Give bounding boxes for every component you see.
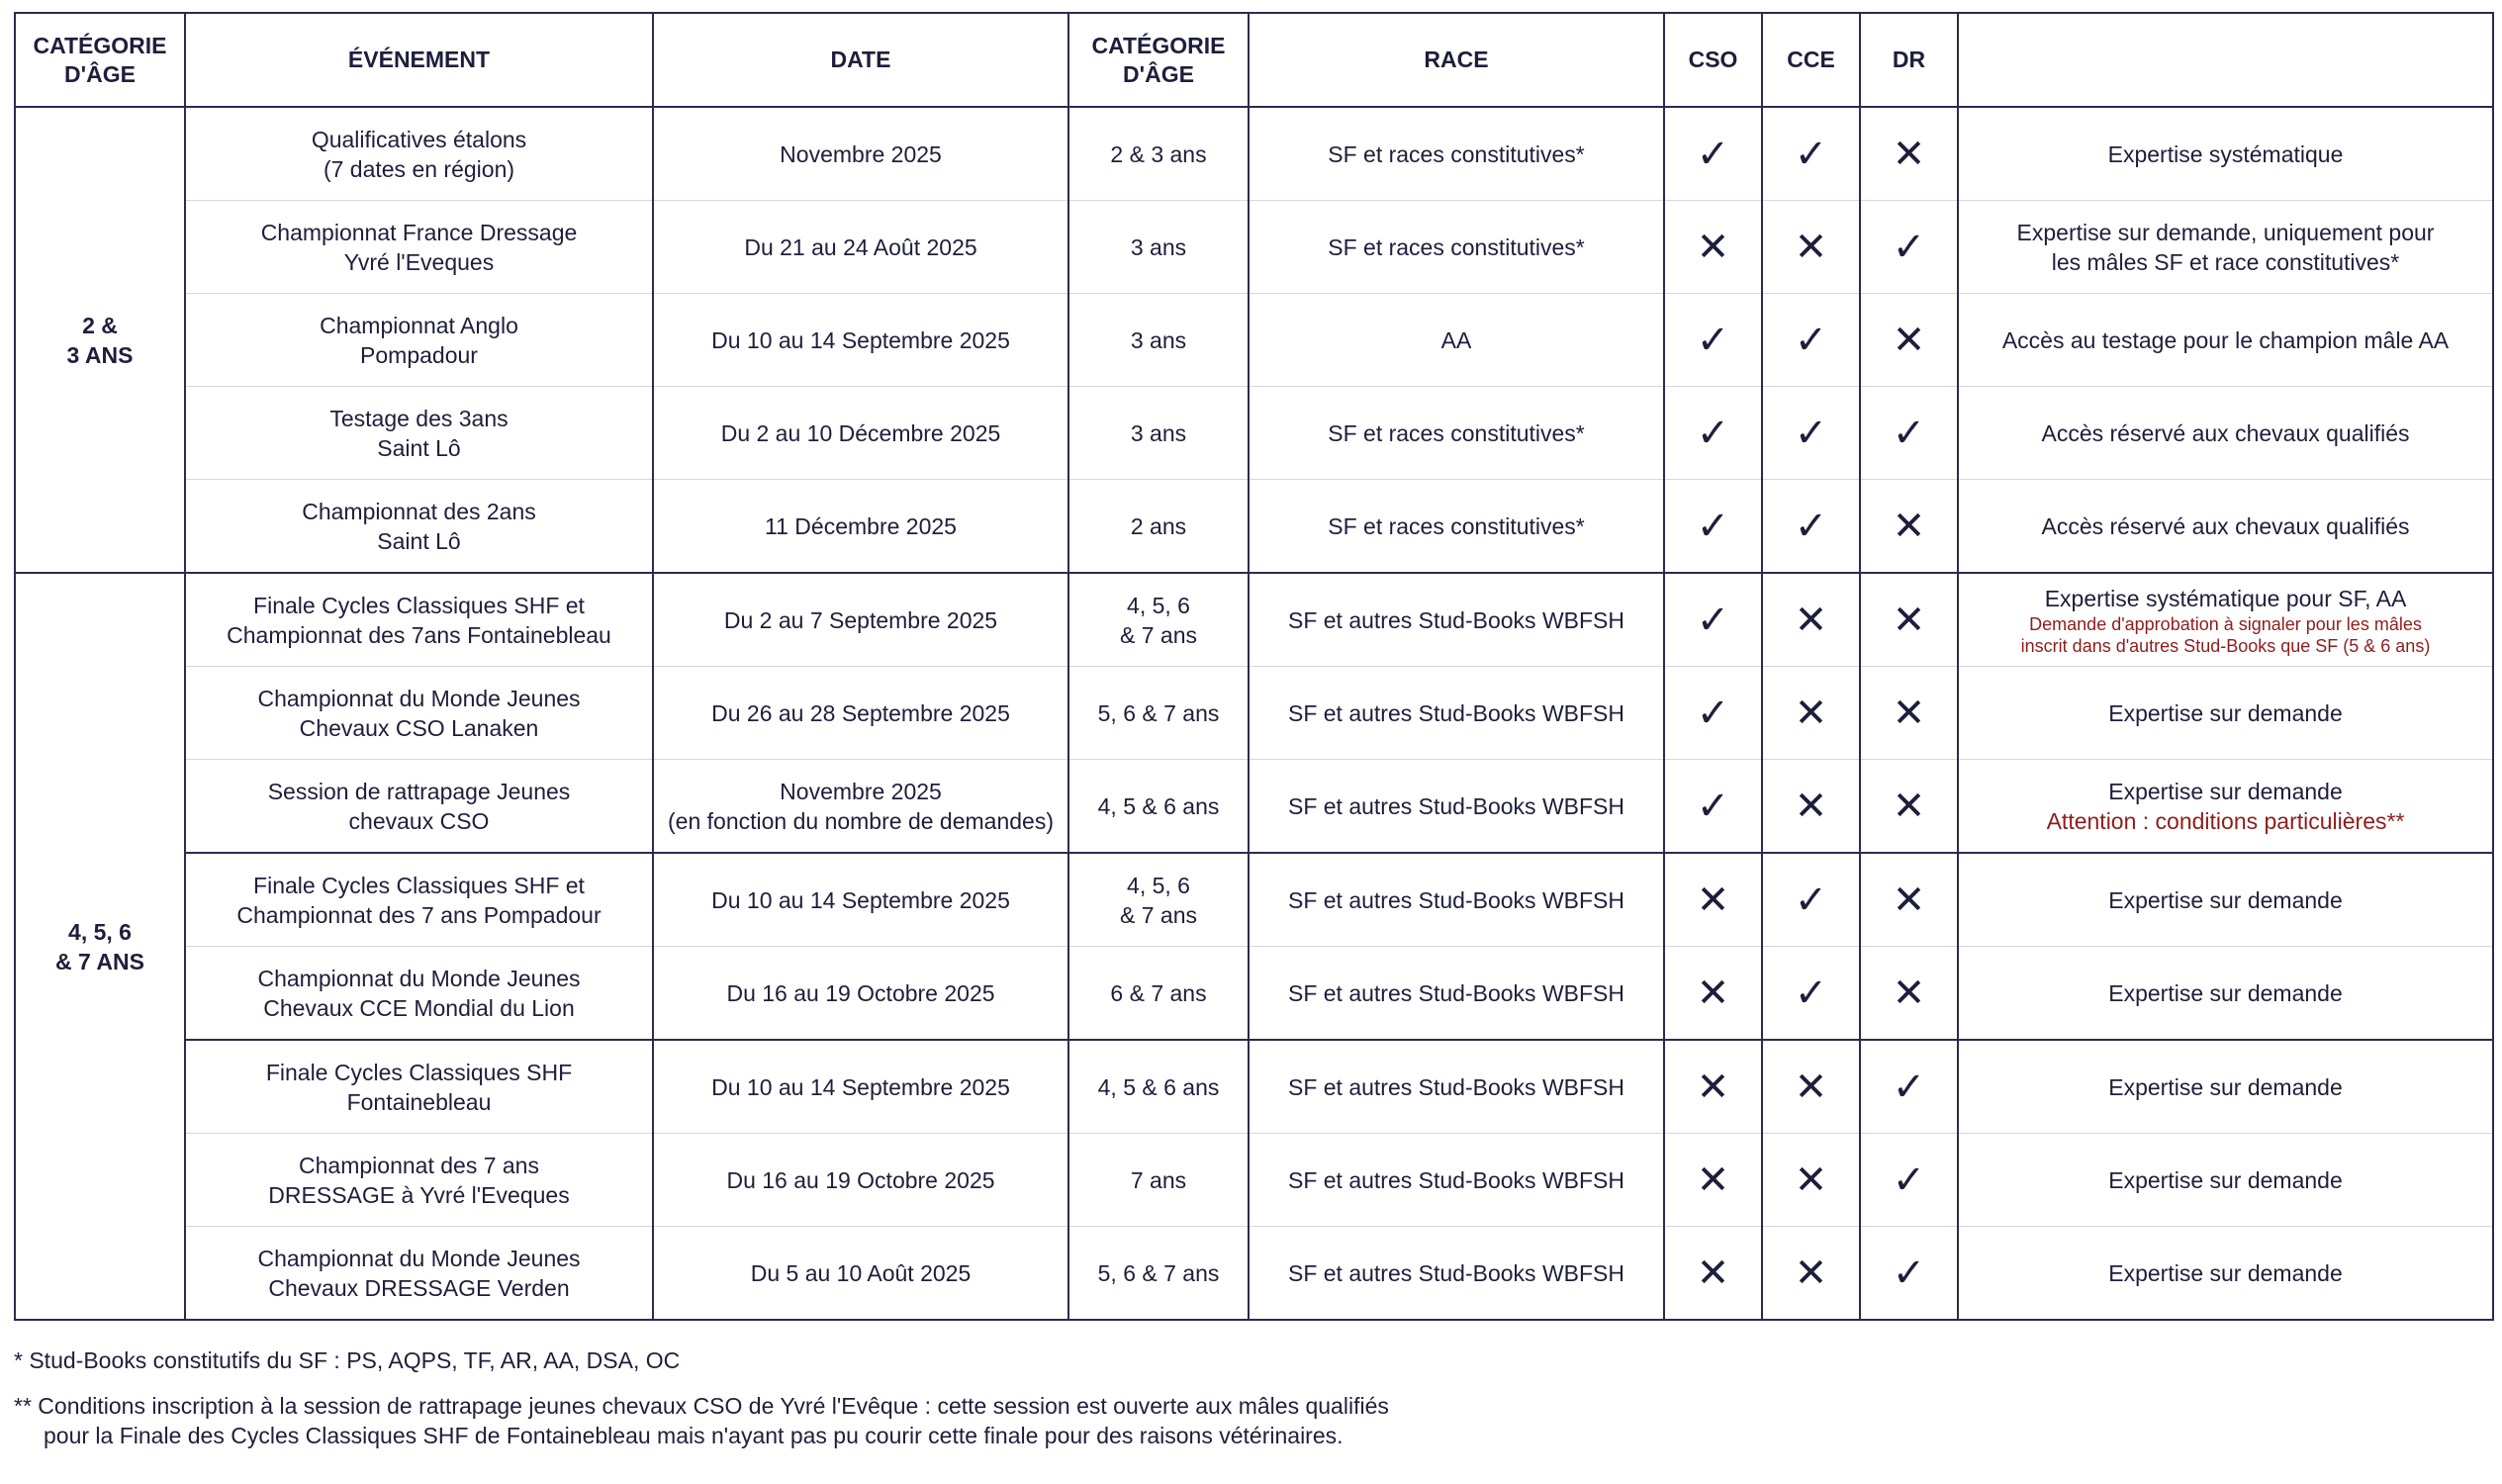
table-row xyxy=(15,387,2493,480)
event-cell: Championnat France Dressage Yvré l'Eveques xyxy=(185,201,653,294)
header-cce: CCE xyxy=(1762,13,1860,107)
header-row xyxy=(15,13,2493,107)
date-cell: Novembre 2025 (en fonction du nombre de demandes) xyxy=(653,760,1068,854)
table-row xyxy=(15,760,2493,854)
cce-check-icon: ✓ xyxy=(1762,387,1860,480)
notes-cell: Expertise sur demande xyxy=(1958,667,2493,760)
dr-cross-icon: ✕ xyxy=(1860,853,1958,947)
event-cell: Championnat Anglo Pompadour xyxy=(185,294,653,387)
race-cell: SF et races constitutives* xyxy=(1249,480,1664,574)
event-cell: Qualificatives étalons (7 dates en région) xyxy=(185,107,653,201)
age-cell: 3 ans xyxy=(1068,201,1249,294)
table-row xyxy=(15,853,2493,947)
age-cell: 4, 5, 6 & 7 ans xyxy=(1068,853,1249,947)
race-cell: SF et races constitutives* xyxy=(1249,107,1664,201)
table-row xyxy=(15,1134,2493,1227)
table-row xyxy=(15,667,2493,760)
cso-check-icon: ✓ xyxy=(1664,667,1762,760)
dr-cross-icon: ✕ xyxy=(1860,294,1958,387)
notes-cell: Expertise systématique xyxy=(1958,107,2493,201)
date-cell: Du 16 au 19 Octobre 2025 xyxy=(653,1134,1068,1227)
event-cell: Finale Cycles Classiques SHF et Championnat des 7 ans Pompadour xyxy=(185,853,653,947)
footnotes xyxy=(14,1345,1389,1450)
dr-cross-icon: ✕ xyxy=(1860,107,1958,201)
age-cell: 2 ans xyxy=(1068,480,1249,574)
header-cso: CSO xyxy=(1664,13,1762,107)
conditions-warning: Attention : conditions particulières** xyxy=(2046,807,2405,834)
cce-check-icon: ✓ xyxy=(1762,480,1860,574)
cce-cross-icon: ✕ xyxy=(1762,1227,1860,1321)
header-age-category: CATÉGORIE D'ÂGE xyxy=(15,13,185,107)
age-cell: 4, 5, 6 & 7 ans xyxy=(1068,573,1249,667)
approval-warning: inscrit dans d'autres Stud-Books que SF (5 & 6 ans) xyxy=(2020,635,2431,656)
cce-check-icon: ✓ xyxy=(1762,294,1860,387)
notes-cell: Expertise sur demande xyxy=(1958,853,2493,947)
dr-check-icon: ✓ xyxy=(1860,1040,1958,1134)
age-cell: 6 & 7 ans xyxy=(1068,947,1249,1041)
header-race: RACE xyxy=(1249,13,1664,107)
date-cell: Du 2 au 7 Septembre 2025 xyxy=(653,573,1068,667)
age-cell: 3 ans xyxy=(1068,294,1249,387)
cso-check-icon: ✓ xyxy=(1664,760,1762,854)
race-cell: SF et autres Stud-Books WBFSH xyxy=(1249,947,1664,1041)
cce-check-icon: ✓ xyxy=(1762,947,1860,1041)
race-cell: SF et autres Stud-Books WBFSH xyxy=(1249,1227,1664,1321)
cce-check-icon: ✓ xyxy=(1762,107,1860,201)
dr-check-icon: ✓ xyxy=(1860,1227,1958,1321)
approval-warning: Demande d'approbation à signaler pour les mâles xyxy=(2029,613,2422,634)
race-cell: SF et races constitutives* xyxy=(1249,201,1664,294)
cce-cross-icon: ✕ xyxy=(1762,1134,1860,1227)
cso-cross-icon: ✕ xyxy=(1664,1040,1762,1134)
cso-check-icon: ✓ xyxy=(1664,294,1762,387)
cso-check-icon: ✓ xyxy=(1664,573,1762,667)
cso-cross-icon: ✕ xyxy=(1664,1227,1762,1321)
race-cell: SF et autres Stud-Books WBFSH xyxy=(1249,573,1664,667)
event-cell: Championnat des 2ans Saint Lô xyxy=(185,480,653,574)
event-cell: Championnat des 7 ans DRESSAGE à Yvré l'Eveques xyxy=(185,1134,653,1227)
date-cell: Du 16 au 19 Octobre 2025 xyxy=(653,947,1068,1041)
table-row xyxy=(15,1227,2493,1321)
age-cell: 5, 6 & 7 ans xyxy=(1068,667,1249,760)
age-cell: 5, 6 & 7 ans xyxy=(1068,1227,1249,1321)
dr-cross-icon: ✕ xyxy=(1860,573,1958,667)
table-row xyxy=(15,294,2493,387)
date-cell: 11 Décembre 2025 xyxy=(653,480,1068,574)
cso-check-icon: ✓ xyxy=(1664,107,1762,201)
race-cell: SF et autres Stud-Books WBFSH xyxy=(1249,760,1664,854)
table-row xyxy=(15,1040,2493,1134)
dr-cross-icon: ✕ xyxy=(1860,480,1958,574)
age-category-cell: 2 & 3 ANS xyxy=(15,107,185,573)
notes-cell: Expertise sur demande xyxy=(1958,1040,2493,1134)
dr-cross-icon: ✕ xyxy=(1860,947,1958,1041)
dr-cross-icon: ✕ xyxy=(1860,760,1958,854)
event-cell: Finale Cycles Classiques SHF Fontainebleau xyxy=(185,1040,653,1134)
schedule-table xyxy=(14,12,2494,1321)
date-cell: Du 5 au 10 Août 2025 xyxy=(653,1227,1068,1321)
event-cell: Championnat du Monde Jeunes Chevaux CSO Lanaken xyxy=(185,667,653,760)
header-date: DATE xyxy=(653,13,1068,107)
footnote-conditions-line2: pour la Finale des Cycles Classiques SHF de Fontainebleau mais n'ayant pas pu courir cette finale pour des raisons vétérinaires. xyxy=(44,1423,1344,1448)
footnote-studbooks: * Stud-Books constitutifs du SF : PS, AQPS, TF, AR, AA, DSA, OC xyxy=(14,1347,681,1373)
cso-check-icon: ✓ xyxy=(1664,480,1762,574)
age-cell: 7 ans xyxy=(1068,1134,1249,1227)
table-row xyxy=(15,201,2493,294)
cce-cross-icon: ✕ xyxy=(1762,573,1860,667)
dr-cross-icon: ✕ xyxy=(1860,667,1958,760)
notes-cell: Expertise sur demande xyxy=(1958,1134,2493,1227)
notes-cell: Expertise sur demande Attention : conditions particulières** xyxy=(1958,760,2493,854)
dr-check-icon: ✓ xyxy=(1860,387,1958,480)
race-cell: SF et autres Stud-Books WBFSH xyxy=(1249,853,1664,947)
notes-cell: Expertise sur demande xyxy=(1958,1227,2493,1321)
cce-cross-icon: ✕ xyxy=(1762,760,1860,854)
date-cell: Novembre 2025 xyxy=(653,107,1068,201)
cso-check-icon: ✓ xyxy=(1664,387,1762,480)
cso-cross-icon: ✕ xyxy=(1664,1134,1762,1227)
notes-cell: Accès réservé aux chevaux qualifiés xyxy=(1958,480,2493,574)
header-notes xyxy=(1958,13,2493,107)
race-cell: AA xyxy=(1249,294,1664,387)
event-cell: Testage des 3ans Saint Lô xyxy=(185,387,653,480)
event-cell: Finale Cycles Classiques SHF et Championnat des 7ans Fontainebleau xyxy=(185,573,653,667)
header-event: ÉVÉNEMENT xyxy=(185,13,653,107)
age-cell: 2 & 3 ans xyxy=(1068,107,1249,201)
date-cell: Du 10 au 14 Septembre 2025 xyxy=(653,294,1068,387)
age-cell: 4, 5 & 6 ans xyxy=(1068,760,1249,854)
date-cell: Du 10 au 14 Septembre 2025 xyxy=(653,1040,1068,1134)
dr-check-icon: ✓ xyxy=(1860,201,1958,294)
schedule-table-wrapper xyxy=(14,12,2492,1321)
notes-cell: Accès au testage pour le champion mâle AA xyxy=(1958,294,2493,387)
cce-check-icon: ✓ xyxy=(1762,853,1860,947)
event-cell: Championnat du Monde Jeunes Chevaux CCE Mondial du Lion xyxy=(185,947,653,1041)
cce-cross-icon: ✕ xyxy=(1762,1040,1860,1134)
table-row xyxy=(15,107,2493,201)
dr-check-icon: ✓ xyxy=(1860,1134,1958,1227)
cce-cross-icon: ✕ xyxy=(1762,667,1860,760)
age-category-cell: 4, 5, 6 & 7 ANS xyxy=(15,573,185,1320)
table-row xyxy=(15,947,2493,1041)
event-cell: Session de rattrapage Jeunes chevaux CSO xyxy=(185,760,653,854)
date-cell: Du 26 au 28 Septembre 2025 xyxy=(653,667,1068,760)
date-cell: Du 2 au 10 Décembre 2025 xyxy=(653,387,1068,480)
notes-cell: Expertise sur demande xyxy=(1958,947,2493,1041)
header-dr: DR xyxy=(1860,13,1958,107)
table-row xyxy=(15,480,2493,574)
cso-cross-icon: ✕ xyxy=(1664,201,1762,294)
race-cell: SF et races constitutives* xyxy=(1249,387,1664,480)
cso-cross-icon: ✕ xyxy=(1664,947,1762,1041)
cce-cross-icon: ✕ xyxy=(1762,201,1860,294)
notes-cell: Accès réservé aux chevaux qualifiés xyxy=(1958,387,2493,480)
race-cell: SF et autres Stud-Books WBFSH xyxy=(1249,1134,1664,1227)
age-cell: 4, 5 & 6 ans xyxy=(1068,1040,1249,1134)
date-cell: Du 21 au 24 Août 2025 xyxy=(653,201,1068,294)
age-cell: 3 ans xyxy=(1068,387,1249,480)
table-row xyxy=(15,573,2493,667)
header-age-category-2: CATÉGORIE D'ÂGE xyxy=(1068,13,1249,107)
footnote-conditions-line1: ** Conditions inscription à la session de rattrapage jeunes chevaux CSO de Yvré l'Evêque : cette session est ouverte aux mâles qualifiés xyxy=(14,1393,1389,1419)
race-cell: SF et autres Stud-Books WBFSH xyxy=(1249,667,1664,760)
cso-cross-icon: ✕ xyxy=(1664,853,1762,947)
race-cell: SF et autres Stud-Books WBFSH xyxy=(1249,1040,1664,1134)
date-cell: Du 10 au 14 Septembre 2025 xyxy=(653,853,1068,947)
event-cell: Championnat du Monde Jeunes Chevaux DRESSAGE Verden xyxy=(185,1227,653,1321)
notes-cell: Expertise sur demande, uniquement pour les mâles SF et race constitutives* xyxy=(1958,201,2493,294)
notes-cell: Expertise systématique pour SF, AA Demande d'approbation à signaler pour les mâles inscrit dans d'autres Stud-Books que SF (5 & 6 ans) xyxy=(1958,573,2493,667)
